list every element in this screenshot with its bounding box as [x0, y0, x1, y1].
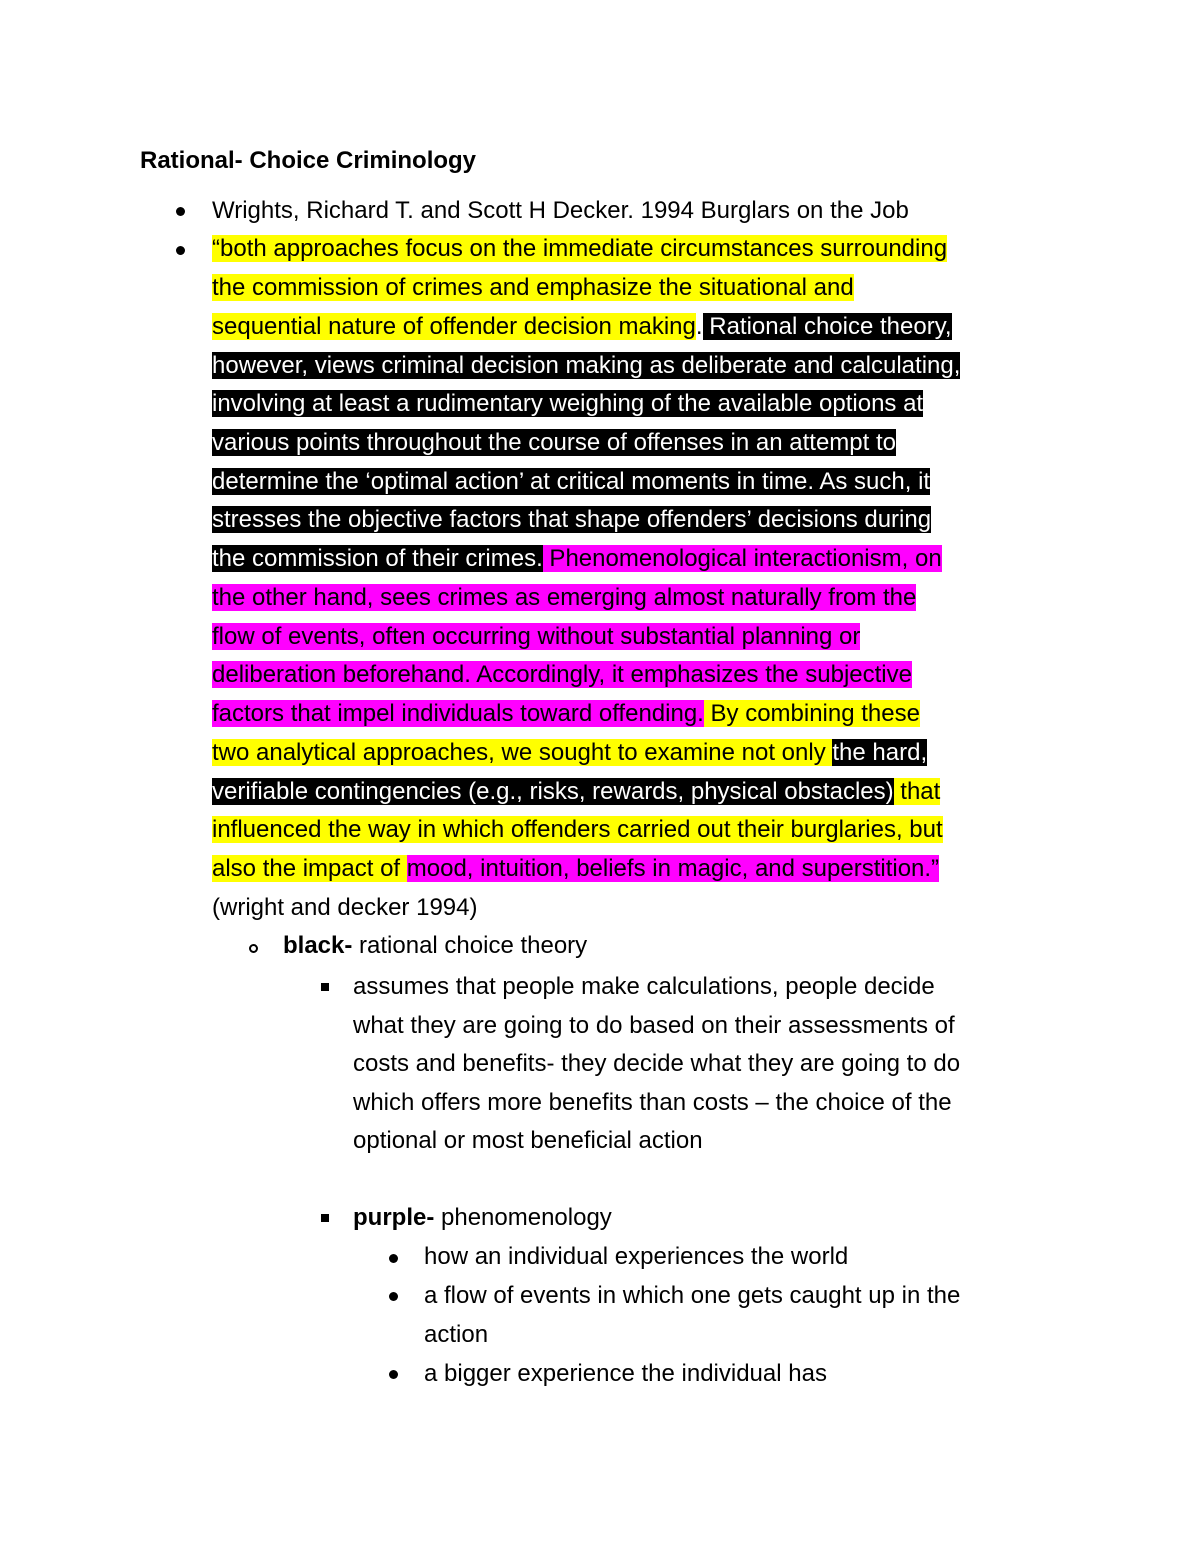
bullet-dot-icon: [176, 207, 185, 216]
plain-text: .: [695, 313, 703, 340]
black-desc-line-3: costs and benefits- they decide what they are going to do: [353, 1050, 961, 1077]
quote-line-14: [212, 735, 927, 771]
black-desc-line-5: optional or most beneficial action: [353, 1127, 703, 1154]
purple-item-text: phenomenology: [434, 1204, 612, 1231]
black-highlight: the hard,: [832, 739, 928, 766]
yellow-highlight: the commission of crimes and emphasize the situational and: [212, 274, 854, 301]
black-item-text: rational choice theory: [352, 932, 588, 959]
quote-citation: (wright and decker 1994): [212, 894, 478, 921]
quote-line-4: [212, 348, 960, 384]
bullet-dot-icon: [389, 1370, 398, 1379]
quote-line-16: [212, 812, 943, 848]
black-desc-line-4: which offers more benefits than costs – the choice of the: [353, 1089, 952, 1116]
quote-line-1: [212, 231, 947, 267]
magenta-highlight: mood, intuition, beliefs in magic, and superstition.”: [406, 855, 940, 882]
quote-line-8: [212, 502, 931, 538]
quote-line-9: [212, 541, 942, 577]
quote-line-5: [212, 386, 923, 422]
bullet-dot-icon: [389, 1254, 398, 1263]
black-desc-line-1: assumes that people make calculations, people decide: [353, 973, 935, 1000]
square-bullet-icon: [321, 1214, 329, 1222]
black-highlight: verifiable contingencies (e.g., risks, rewards, physical obstacles): [212, 778, 894, 805]
yellow-highlight: influenced the way in which offenders carried out their burglaries, but: [212, 816, 943, 843]
magenta-highlight: flow of events, often occurring without substantial planning or: [212, 623, 861, 650]
quote-line-13: [212, 696, 920, 732]
quote-line-15: [212, 774, 940, 810]
yellow-highlight: By combining these: [703, 700, 920, 727]
quote-line-6: [212, 425, 896, 461]
black-desc-line-2: what they are going to do based on their assessments of: [353, 1012, 955, 1039]
yellow-highlight: “both approaches focus on the immediate circumstances surrounding: [212, 235, 948, 262]
black-highlight: however, views criminal decision making as deliberate and calculating,: [212, 352, 961, 379]
hollow-circle-bullet-icon: [249, 944, 258, 953]
quote-line-12: [212, 657, 912, 693]
quote-line-2: [212, 270, 854, 306]
black-highlight: various points throughout the course of offenses in an attempt to: [212, 429, 896, 456]
purple-point-2-cont: action: [424, 1321, 489, 1348]
quote-line-3: [212, 309, 952, 345]
quote-line-17: [212, 851, 939, 887]
purple-point-3: a bigger experience the individual has: [424, 1360, 827, 1387]
magenta-highlight: Phenomenological interactionism, on: [542, 545, 942, 572]
bullet-dot-icon: [176, 246, 185, 255]
yellow-highlight: also the impact of: [212, 855, 407, 882]
black-highlight: stresses the objective factors that shape offenders’ decisions during: [212, 506, 932, 533]
magenta-highlight: deliberation beforehand. Accordingly, it emphasizes the subjective: [212, 661, 912, 688]
bullet-dot-icon: [389, 1292, 398, 1301]
square-bullet-icon: [321, 983, 329, 991]
page-title: Rational- Choice Criminology: [140, 147, 477, 174]
purple-point-1: how an individual experiences the world: [424, 1243, 849, 1270]
magenta-highlight: the other hand, sees crimes as emerging almost naturally from the: [212, 584, 917, 611]
black-highlight: Rational choice theory,: [702, 313, 952, 340]
yellow-highlight: two analytical approaches, we sought to examine not only: [212, 739, 833, 766]
purple-item-label: purple-: [353, 1204, 435, 1231]
black-item-label: black-: [283, 932, 353, 959]
black-highlight: determine the ‘optimal action’ at critical moments in time. As such, it: [212, 468, 931, 495]
black-item-heading: [283, 928, 587, 964]
black-highlight: involving at least a rudimentary weighing of the available options at: [212, 390, 924, 417]
quote-line-10: [212, 580, 916, 616]
yellow-highlight: sequential nature of offender decision making: [212, 313, 696, 340]
magenta-highlight: factors that impel individuals toward offending.: [212, 700, 704, 727]
quote-line-7: [212, 464, 930, 500]
yellow-highlight: that: [893, 778, 941, 805]
purple-item-heading: [353, 1200, 612, 1236]
citation-line: Wrights, Richard T. and Scott H Decker. 1994 Burglars on the Job: [212, 197, 909, 224]
quote-line-11: [212, 619, 860, 655]
purple-point-2: a flow of events in which one gets caught up in the: [424, 1282, 961, 1309]
black-highlight: the commission of their crimes.: [212, 545, 543, 572]
